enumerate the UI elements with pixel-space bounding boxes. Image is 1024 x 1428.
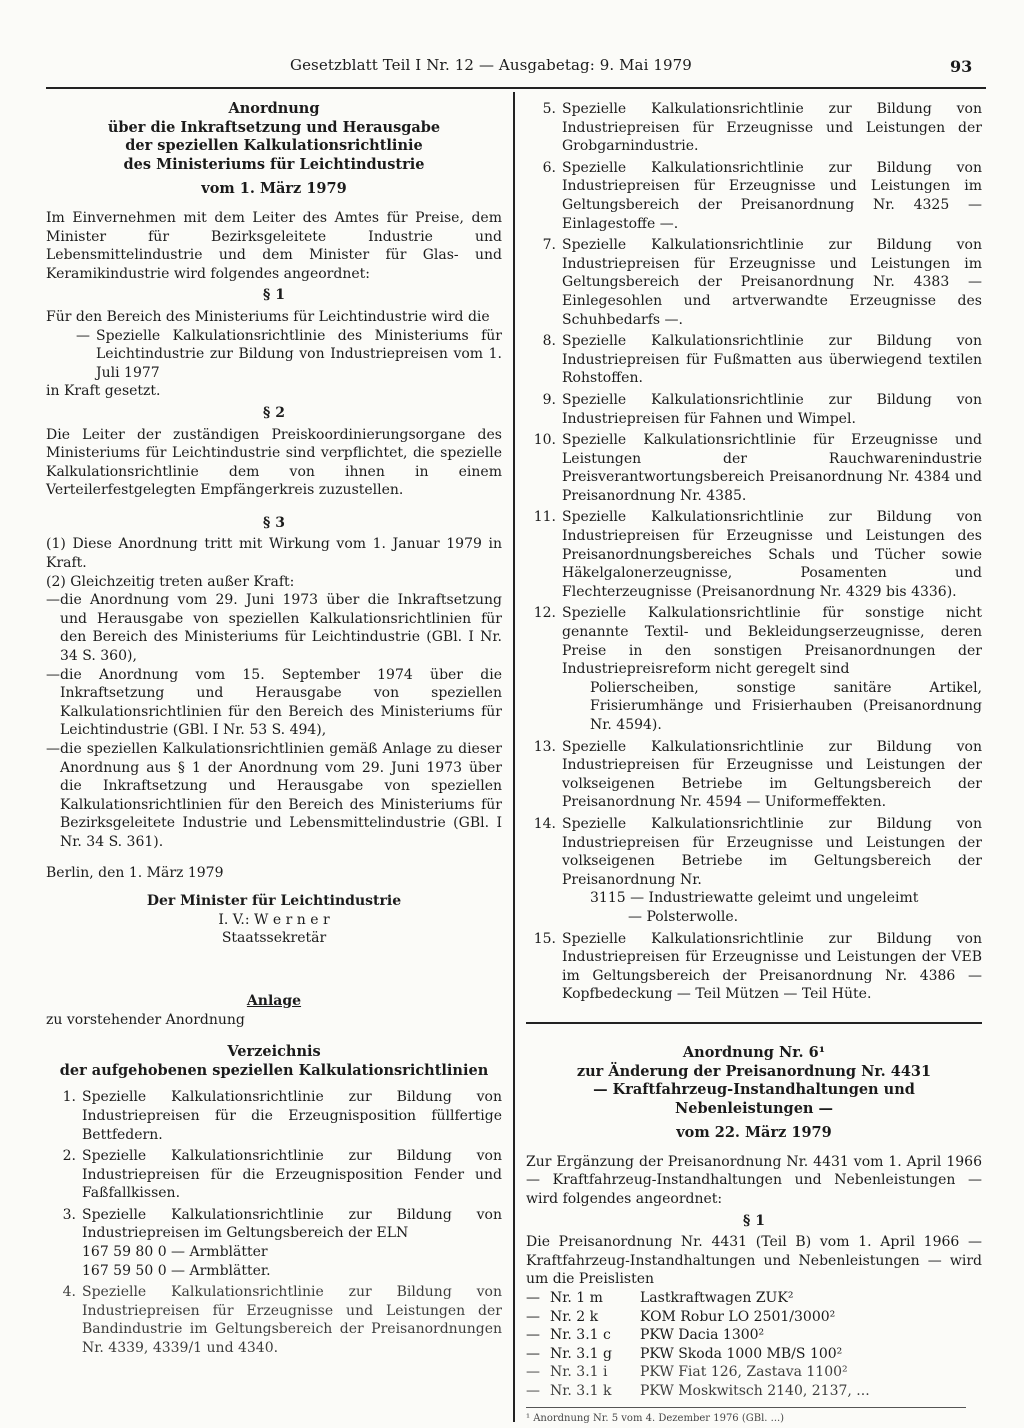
dash-text: die Anordnung vom 29. Juni 1973 über die Inkraftsetzung und Herausgabe von speziellen Kalkulationsrichtlinien für den Bereich des Ministeriums für Leichtindustrie (GBl. I Nr. 34 S. 360), (60, 592, 502, 665)
section-3-para-1: (1) Diese Anordnung tritt mit Wirkung vom 1. Januar 1979 in Kraft. (46, 536, 502, 572)
list-item (526, 391, 982, 428)
left-column (46, 100, 502, 1361)
item-text: Spezielle Kalkulationsrichtlinie für sonstige nicht genannte Textil- und Bekleidungserzeugnisse, deren Preise in den sonstigen Preisanordnungen der Industriepreisreform nicht geregelt sind (562, 605, 982, 678)
verzeichnis-subtitle: der aufgehobenen speziellen Kalkulationsrichtlinien (59, 1061, 489, 1079)
price-list-row: — Nr. 3.1 g PKW Skoda 1000 MB/S 100² (526, 1345, 982, 1364)
price-list-row: — Nr. 1 m Lastkraftwagen ZUK² (526, 1289, 982, 1308)
anordnung-title-line: über die Inkraftsetzung und Herausgabe (107, 118, 441, 136)
anlage-heading: Anlage (246, 992, 302, 1009)
item-text: Spezielle Kalkulationsrichtlinie zur Bildung von Industriepreisen für Fahnen und Wimpel. (562, 391, 982, 427)
list-item (526, 159, 982, 233)
anordnung-2-para: Die Preisanordnung Nr. 4431 (Teil B) vom 1. April 1966 — Kraftfahrzeug-Instandhaltungen und Nebenleistungen — wird um die Preislisten (526, 1234, 982, 1288)
item-text: Spezielle Kalkulationsrichtlinie zur Bildung von Industriepreisen für Erzeugnisse und Leistungen der VEB im Geltungsbereich der Preisanordnung Nr. 4386 — Kopfbedeckung — Teil Mützen — Teil Hüte. (562, 930, 982, 1003)
item-text: Spezielle Kalkulationsrichtlinie zur Bildung von Industriepreisen für Erzeugnisse und Leistungen der Bandindustrie im Geltungsbereich der Preisanordnungen Nr. 4339, 4339/1 und 4340. (82, 1284, 502, 1357)
price-list-number: Nr. 3.1 c (550, 1327, 611, 1344)
list-item (46, 1088, 502, 1144)
list-item (526, 236, 982, 329)
item-sub-line (590, 889, 982, 908)
header-rule (46, 87, 986, 89)
item-number: 3. (62, 1206, 76, 1223)
price-list-desc: PKW Moskwitsch 2140, 2137, ... (640, 1383, 870, 1399)
anordnung-2-section-1: § 1 (743, 1212, 765, 1229)
footnote: ¹ Anordnung Nr. 5 vom 4. Dezember 1976 (GBl. ...) (526, 1407, 966, 1428)
anordnung-2-intro: Zur Ergänzung der Preisanordnung Nr. 4431 vom 1. April 1966 — Kraftfahrzeug-Instandhaltungen und Nebenleistungen — wird folgendes angeordnet: (526, 1153, 982, 1208)
item-text: Spezielle Kalkulationsrichtlinie zur Bildung von Industriepreisen für Erzeugnisse und Leistungen der volkseigenen Betriebe im Geltungsbereich der Preisanordnung Nr. 4594 — Uniformeffekten. (562, 738, 982, 811)
item-text: Spezielle Kalkulationsrichtlinie zur Bildung von Industriepreisen für Fußmatten aus überwiegend textilen Rohstoffen. (562, 333, 982, 387)
section-1-closing: in Kraft gesetzt. (46, 383, 161, 400)
code-description: — Industriewatte geleimt und ungeleimt (630, 890, 919, 907)
section-1-heading: § 1 (263, 287, 285, 304)
list-item (46, 1283, 502, 1357)
price-list-number: Nr. 1 m (550, 1290, 603, 1307)
price-list-desc: PKW Skoda 1000 MB/S 100² (640, 1345, 843, 1362)
signatory-title: Der Minister für Leichtindustrie (146, 893, 402, 910)
section-separator (526, 1022, 982, 1024)
item-text: Spezielle Kalkulationsrichtlinie zur Bildung von Industriepreisen für Erzeugnisse und Leistungen der volkseigenen Betriebe im Geltungsbereich der Preisanordnung Nr. (562, 815, 982, 888)
column-divider (513, 92, 515, 1422)
anlage-subtitle: zu vorstehender Anordnung (46, 1011, 245, 1028)
item-number: 2. (62, 1148, 76, 1165)
dash-text: Spezielle Kalkulationsrichtlinie des Ministeriums für Leichtindustrie zur Bildung von Industriepreisen vom 1. Juli 1977 (96, 327, 502, 381)
intro-paragraph: Im Einvernehmen mit dem Leiter des Amtes für Preise, dem Minister für Bezirksgeleitete Industrie und Lebensmittelindustrie und dem Minister für Glas- und Keramikindustrie wird folgendes angeordnet: (46, 209, 502, 282)
item-text: Spezielle Kalkulationsrichtlinie zur Bildung von Industriepreisen im Geltungsbereich der ELN (82, 1206, 502, 1242)
item-number: 11. (533, 509, 556, 526)
item-number: 8. (542, 333, 556, 350)
list-item (526, 508, 982, 601)
price-list-desc: KOM Robur LO 2501/3000² (640, 1308, 836, 1325)
price-list-desc: Lastkraftwagen ZUK² (640, 1290, 794, 1307)
section-3-dash-item: — die Anordnung vom 15. September 1974 über die Inkraftsetzung und Herausgabe von speziellen Kalkulationsrichtlinien für den Bereich des Ministeriums für Leichtindustrie (GBl. I Nr. 53 S. 494), (46, 666, 502, 739)
right-column (526, 100, 982, 1428)
page-header: Gesetzblatt Teil I Nr. 12 — Ausgabetag: 9. Mai 1979 (290, 56, 692, 74)
list-item (46, 1147, 502, 1203)
item-text: Spezielle Kalkulationsrichtlinie für Erzeugnisse und Leistungen der Rauchwarenindustrie Preisverantwortungsbereich Preisanordnung Nr. 4384 und Preisanordnung Nr. 4385. (562, 432, 982, 504)
verzeichnis-title: Verzeichnis (227, 1043, 321, 1061)
section-2-heading: § 2 (263, 404, 285, 421)
item-text: Spezielle Kalkulationsrichtlinie zur Bildung von Industriepreisen für Erzeugnisse und Leistungen im Geltungsbereich der Preisanordnung Nr. 4325 — Einlagestoffe —. (562, 159, 982, 232)
price-list-desc: PKW Dacia 1300² (640, 1327, 765, 1344)
anordnung-2-date: vom 22. März 1979 (676, 1124, 832, 1142)
signatory-role: Staatssekretär (221, 930, 327, 947)
anordnung-2-title-line: — Kraftfahrzeug-Instandhaltungen und Nebenleistungen — (593, 1081, 915, 1117)
anordnung-2-title-line: zur Änderung der Preisanordnung Nr. 4431 (576, 1062, 932, 1080)
anordnung-2-title: Anordnung Nr. 6¹ (682, 1043, 826, 1061)
dash-text: die Anordnung vom 15. September 1974 über die Inkraftsetzung und Herausgabe von speziellen Kalkulationsrichtlinien für den Bereich des Ministeriums für Leichtindustrie (GBl. I Nr. 53 S. 494), (60, 666, 502, 739)
item-number: 15. (533, 930, 556, 947)
price-list-desc: PKW Fiat 126, Zastava 1100² (640, 1364, 848, 1381)
list-item (526, 815, 982, 889)
anordnung-title: Anordnung (228, 100, 320, 117)
anordnung-title-line: des Ministeriums für Leichtindustrie (123, 155, 425, 173)
item-number: 4. (62, 1284, 76, 1301)
item-number: 5. (542, 101, 556, 117)
list-item (526, 738, 982, 812)
list-item (526, 604, 982, 678)
item-text: Spezielle Kalkulationsrichtlinie zur Bildung von Industriepreisen für die Erzeugnisposition Fender und Faßfallkissen. (82, 1148, 502, 1202)
item-number: 12. (533, 605, 556, 622)
item-sub-paragraph: Polierscheiben, sonstige sanitäre Artikel, Frisierumhänge und Frisierhauben (Preisanordnung Nr. 4594). (590, 679, 982, 733)
price-list-number: Nr. 3.1 k (550, 1383, 612, 1399)
section-3-dash-item: — die speziellen Kalkulationsrichtlinien gemäß Anlage zu dieser Anordnung aus § 1 der Anordnung vom 29. Juni 1973 über die Inkraftsetzung und Herausgabe von speziellen Kalkulationsrichtlinien für den Bereich des Ministeriums für Bezirksgeleitete Industrie und Lebensmittelindustrie (GBl. I Nr. 34 S. 361). (46, 741, 502, 850)
dash-text: die speziellen Kalkulationsrichtlinien gemäß Anlage zu dieser Anordnung aus § 1 der Anordnung vom 29. Juni 1973 über die Inkraftsetzung und Herausgabe von speziellen Kalkulationsrichtlinien für den Bereich des Ministeriums für Bezirksgeleitete Industrie und Lebensmittelindustrie (GBl. I Nr. 34 S. 361). (60, 741, 502, 850)
section-1-dash-item: — Spezielle Kalkulationsrichtlinie des Ministeriums für Leichtindustrie zur Bildung von Industriepreisen vom 1. Juli 1977 (76, 327, 502, 381)
section-3-heading: § 3 (263, 514, 285, 531)
section-3-dash-item: — die Anordnung vom 29. Juni 1973 über die Inkraftsetzung und Herausgabe von speziellen Kalkulationsrichtlinien für den Bereich des Ministeriums für Leichtindustrie (GBl. I Nr. 34 S. 360), (46, 592, 502, 665)
price-list-row: — Nr. 2 k KOM Robur LO 2501/3000² (526, 1308, 982, 1327)
item-sub-line: 167 59 80 0 — Armblätter (82, 1244, 268, 1261)
list-item (526, 100, 982, 156)
item-text: Spezielle Kalkulationsrichtlinie zur Bildung von Industriepreisen für die Erzeugnisposition füllfertige Bettfedern. (82, 1089, 502, 1143)
price-list-row: — Nr. 3.1 c PKW Dacia 1300² (526, 1326, 982, 1345)
list-item (526, 431, 982, 505)
anordnung-title-line: der speziellen Kalkulationsrichtlinie (125, 137, 423, 155)
item-text: Spezielle Kalkulationsrichtlinie zur Bildung von Industriepreisen für Erzeugnisse und Leistungen der Grobgarnindustrie. (562, 101, 982, 155)
price-list-row: — Nr. 3.1 k PKW Moskwitsch 2140, 2137, ... (526, 1382, 982, 1401)
item-number: 10. (533, 432, 556, 449)
price-list-number: Nr. 2 k (550, 1308, 599, 1325)
price-list-number: Nr. 3.1 g (550, 1345, 612, 1362)
item-text: Spezielle Kalkulationsrichtlinie zur Bildung von Industriepreisen für Erzeugnisse und Leistungen des Preisanordnungsbereiches Schals und Tücher sowie Häkelgalonerzeugnisse, Posamenten und Flechterzeugnisse (Preisanordnung Nr. 4329 bis 4336). (562, 509, 982, 600)
list-item (526, 332, 982, 388)
section-3-para-2: (2) Gleichzeitig treten außer Kraft: (46, 573, 295, 590)
place-date: Berlin, den 1. März 1979 (46, 864, 224, 881)
section-2-text: Die Leiter der zuständigen Preiskoordinierungsorgane des Ministeriums für Leichtindustrie sind verpflichtet, die spezielle Kalkulationsrichtlinie dem von ihnen in einem Verteilerfestgelegten Empfängerkreis zuzustellen. (46, 426, 502, 499)
signatory-name: I. V.: W e r n e r (218, 911, 330, 928)
item-number: 14. (533, 815, 556, 832)
item-number: 9. (542, 391, 556, 408)
item-text: Spezielle Kalkulationsrichtlinie zur Bildung von Industriepreisen für Erzeugnisse und Leistungen im Geltungsbereich der Preisanordnung Nr. 4383 — Einlegesohlen und artverwandte Erzeugnisse des Schuhbedarfs —. (562, 237, 982, 328)
item-number: 7. (542, 237, 556, 254)
item-sub-line: — Polsterwolle. (628, 908, 739, 925)
list-item (46, 1206, 502, 1243)
item-number: 6. (542, 159, 556, 176)
price-list-number: Nr. 3.1 i (550, 1364, 608, 1381)
anordnung-date: vom 1. März 1979 (201, 180, 347, 198)
page-number: 93 (950, 57, 973, 76)
section-1-text: Für den Bereich des Ministeriums für Leichtindustrie wird die (46, 308, 490, 325)
item-sub-line: 167 59 50 0 — Armblätter. (82, 1262, 271, 1279)
code-number: 3115 (590, 890, 626, 907)
item-number: 13. (533, 738, 556, 755)
item-number: 1. (62, 1089, 76, 1106)
list-item (526, 930, 982, 1004)
price-list-row: — Nr. 3.1 i PKW Fiat 126, Zastava 1100² (526, 1363, 982, 1382)
